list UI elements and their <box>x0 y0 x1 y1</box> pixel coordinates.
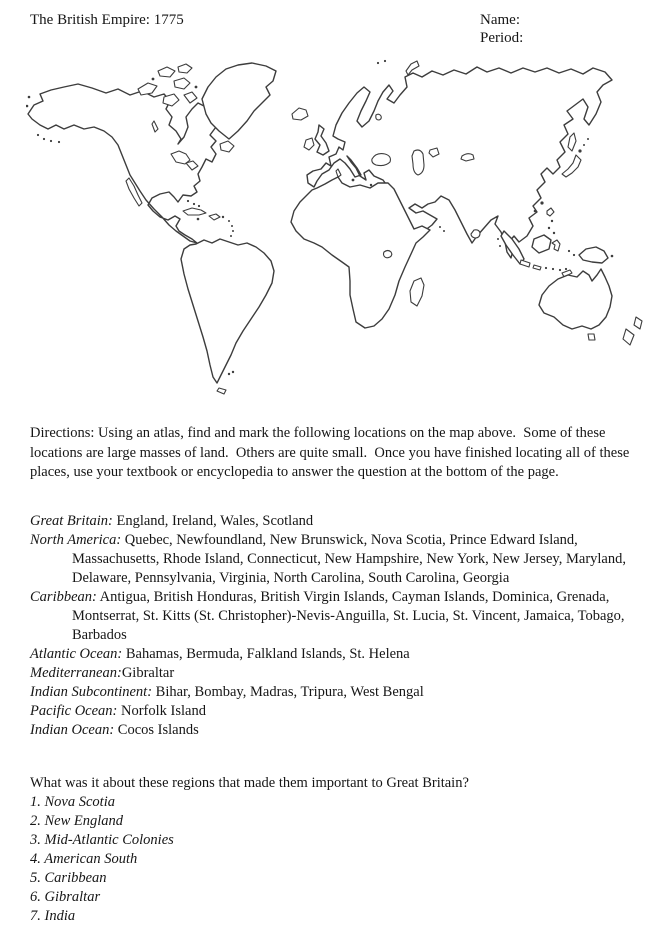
world-map <box>26 59 658 399</box>
location-items: England, Ireland, Wales, Scotland <box>112 512 314 529</box>
location-entry-atlantic-ocean <box>30 645 648 664</box>
world-map-outline-svg <box>26 59 658 399</box>
europe-islands <box>304 125 329 155</box>
location-items: Bahamas, Bermuda, Falkland Islands, St. Helena <box>122 645 410 662</box>
location-label: Mediterranean: <box>30 664 122 681</box>
location-label: Great Britain: <box>30 512 113 529</box>
locations-list <box>0 512 660 740</box>
location-label: Indian Ocean: <box>30 721 115 738</box>
question-prompt: What was it about these regions that made them important to Great Britain? <box>30 774 469 791</box>
north-america <box>26 64 234 243</box>
question-item-3: 3. Mid-Atlantic Colonies <box>30 831 174 848</box>
location-entry-mediterranean <box>30 664 648 683</box>
location-label: Atlantic Ocean: <box>30 645 123 662</box>
directions-paragraph: Directions: Using an atlas, find and mark the following locations on the map above. Some of these locations are large masses of land. Others are quite small. Once you have finished locating all of these places, use your textbook or encyclopedia to answer the question at the bottom of the page. <box>30 425 633 480</box>
location-items: Bihar, Bombay, Madras, Tripura, West Bengal <box>152 683 424 700</box>
page-title: The British Empire: 1775 <box>30 12 184 28</box>
period-label: Period: <box>480 30 524 46</box>
location-items: Gibraltar <box>121 664 175 681</box>
greenland-iceland <box>202 63 308 139</box>
question-item-5: 5. Caribbean <box>30 869 107 886</box>
student-id-block <box>480 11 632 47</box>
location-items: Cocos Islands <box>114 721 199 738</box>
location-items: Quebec, Newfoundland, New Brunswick, Nova Scotia, Prince Edward Island, Massachusetts, Rhode Island, Connecticut, New Hampshire, New York, New Jersey, Maryland, Delaware, Pennsylvania, Virginia, North Carolina, South Carolina, Georgia <box>72 531 626 586</box>
location-label: Pacific Ocean: <box>30 702 118 719</box>
location-label: North America: <box>30 531 122 548</box>
question-section <box>30 774 630 926</box>
name-label: Name: <box>480 12 520 28</box>
location-entry-indian-subcontinent <box>30 683 648 702</box>
question-item-6: 6. Gibraltar <box>30 888 101 905</box>
location-entry-north-america <box>30 531 648 588</box>
question-item-7: 7. India <box>30 907 76 924</box>
location-label: Caribbean: <box>30 588 97 605</box>
question-item-2: 2. New England <box>30 812 124 829</box>
header <box>0 0 660 47</box>
location-entry-pacific-ocean <box>30 702 648 721</box>
location-label: Indian Subcontinent: <box>30 683 153 700</box>
question-item-1: 1. Nova Scotia <box>30 793 115 810</box>
location-items: Antigua, British Honduras, British Virgin Islands, Cayman Islands, Dominica, Grenada, Montserrat, St. Kitts (St. Christopher)-Nevis-Anguilla, St. Lucia, St. Vincent, Jamaica, Tobago, Barbados <box>72 588 625 643</box>
caribbean-islands <box>183 200 234 237</box>
location-entry-great-britain <box>30 512 648 531</box>
location-entry-indian-ocean <box>30 721 648 740</box>
location-entry-caribbean <box>30 588 648 645</box>
australia-new-zealand <box>539 269 642 345</box>
question-item-4: 4. American South <box>30 850 138 867</box>
location-items: Norfolk Island <box>117 702 206 719</box>
south-america <box>181 239 274 394</box>
